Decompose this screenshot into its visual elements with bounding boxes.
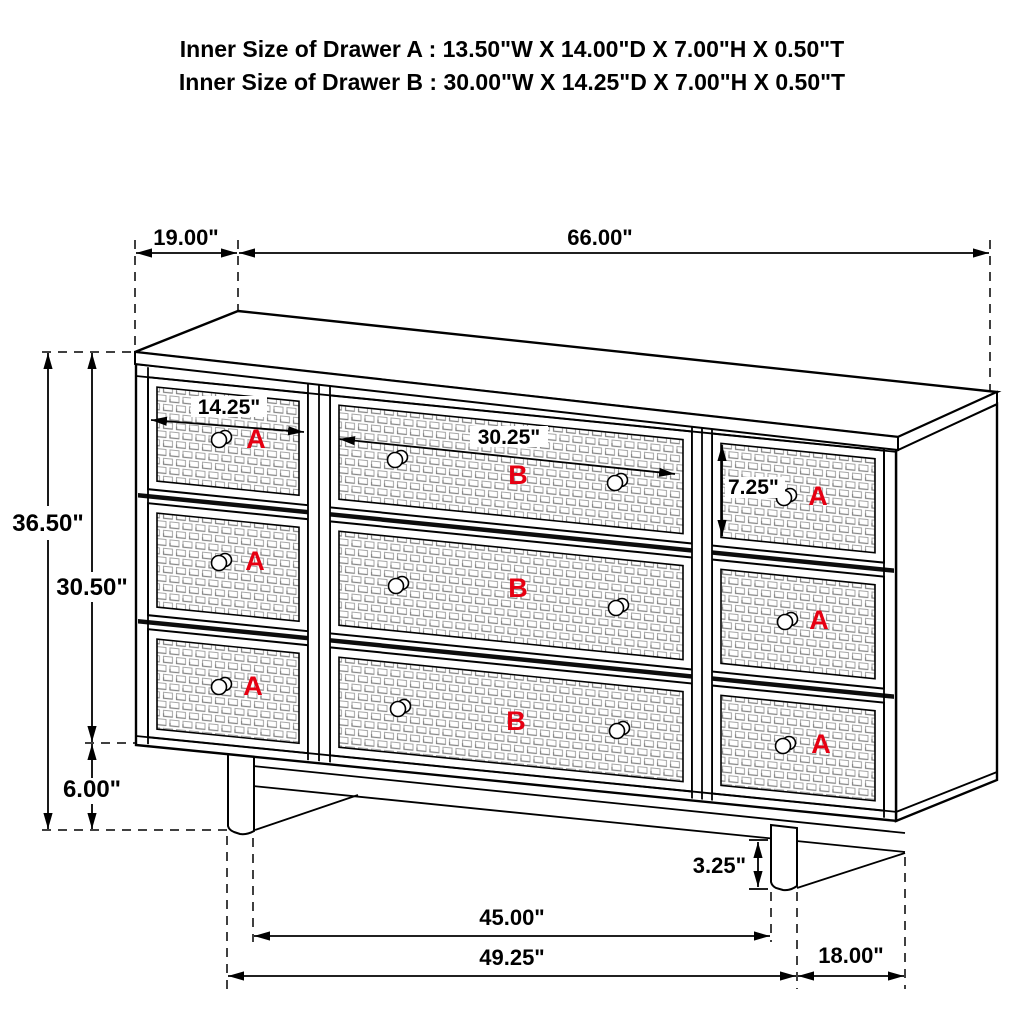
drawer-a-row3-left <box>148 629 308 753</box>
dim-leg-height <box>63 744 121 829</box>
drawer-letter-b: B <box>508 460 528 490</box>
drawer-a-row3-right <box>712 685 884 810</box>
drawer-letter-a: A <box>245 546 265 576</box>
dim-top-depth-label: 19.00" <box>153 225 219 250</box>
drawer-letter-b: B <box>506 706 526 736</box>
left-leg <box>228 747 254 834</box>
dim-leg-height-label: 6.00" <box>62 776 122 803</box>
drawer-a-row2-left <box>148 503 308 631</box>
dim-side-depth-label: 18.00" <box>818 943 884 968</box>
dim-drawer-b-width-label: 30.25" <box>477 426 541 449</box>
dim-drawer-height-label: 7.25" <box>728 476 779 499</box>
right-brace-line <box>797 853 905 888</box>
dim-top-width <box>239 225 989 253</box>
side-panel <box>896 404 997 821</box>
dim-case-height-label: 30.50" <box>56 574 128 601</box>
left-brace-line <box>255 795 358 830</box>
drawer-a-row2-right <box>712 559 884 688</box>
dim-foot-height <box>693 840 768 889</box>
dim-drawer-a-width-label: 14.25" <box>197 396 261 419</box>
drawer-letter-a: A <box>246 424 266 454</box>
dim-base-outer-width-label: 49.25" <box>479 945 545 970</box>
drawer-letter-a: A <box>811 729 831 759</box>
dim-base-inner-width-label: 45.00" <box>479 905 545 930</box>
title <box>179 36 845 95</box>
dim-overall-height-label: 36.50" <box>12 510 84 537</box>
center-stile-left <box>308 383 330 762</box>
center-stile-right <box>692 421 712 800</box>
title-line-2: Inner Size of Drawer B : 30.00"W X 14.25"D X 7.00"H X 0.50"T <box>178 69 846 95</box>
drawer-letter-a: A <box>243 671 263 701</box>
dim-top-width-label: 66.00" <box>567 225 633 250</box>
dim-base-inner-width <box>254 905 770 936</box>
dim-case-height <box>56 353 127 742</box>
drawer-letter-a: A <box>808 481 828 511</box>
dim-foot-height-label: 3.25" <box>692 853 746 878</box>
drawer-letter-a: A <box>809 605 829 635</box>
right-leg <box>771 825 797 890</box>
title-line-1: Inner Size of Drawer A : 13.50"W X 14.00"D X 7.00"H X 0.50"T <box>179 36 845 62</box>
drawer-letter-b: B <box>508 573 528 603</box>
dim-top-depth <box>136 225 237 253</box>
dim-side-depth <box>798 943 904 976</box>
dim-base-outer-width <box>228 945 796 976</box>
